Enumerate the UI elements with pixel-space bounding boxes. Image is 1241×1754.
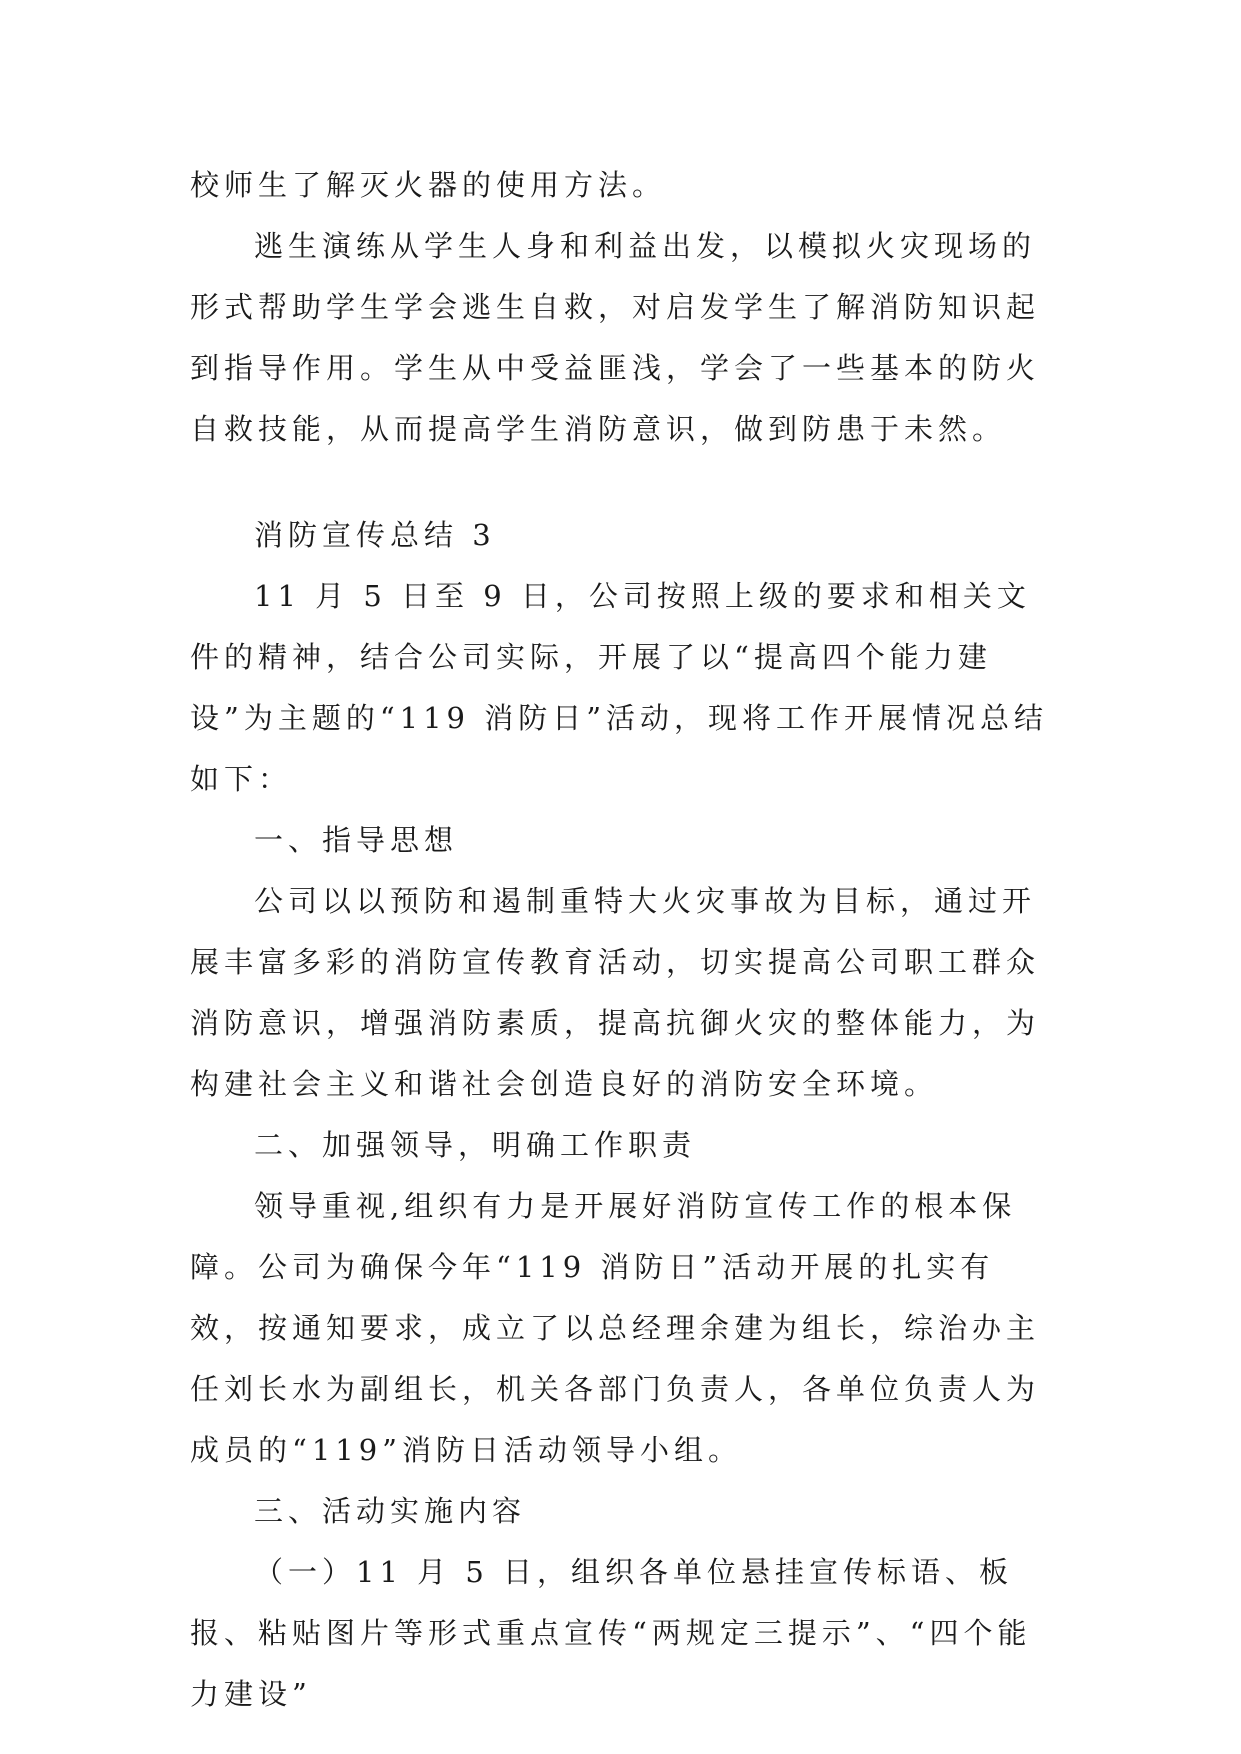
paragraph-activities: （一）11 月 5 日，组织各单位悬挂宣传标语、板报、粘贴图片等形式重点宣传“两规定三提示”、“四个能力建设” (190, 1555, 1032, 1711)
text-block-summary (190, 505, 1052, 1725)
paragraph-guiding-ideology: 公司以以预防和遏制重特大火灾事故为目标，通过开展丰富多彩的消防宣传教育活动，切实提高公司职工群众消防意识，增强消防素质，提高抗御火灾的整体能力，为构建社会主义和谐社会创造良好的消防安全环境。 (190, 884, 1041, 1101)
text-block-top (190, 155, 1052, 460)
paragraph-intro: 11 月 5 日至 9 日，公司按照上级的要求和相关文件的精神，结合公司实际，开展了以“提高四个能力建设”为主题的“119 消防日”活动，现将工作开展情况总结如下： (190, 579, 1049, 796)
heading-activities: 三、活动实施内容 (254, 1494, 527, 1528)
paragraph-escape-drill: 逃生演练从学生人身和利益出发，以模拟火灾现场的形式帮助学生学会逃生自救，对启发学生了解消防知识起到指导作用。学生从中受益匪浅，学会了一些基本的防火自救技能，从而提高学生消防意识，做到防患于未然。 (190, 229, 1041, 446)
heading-leadership: 二、加强领导，明确工作职责 (254, 1128, 697, 1162)
section-title: 消防宣传总结 3 (254, 518, 496, 552)
continuation-line: 校师生了解灭火器的使用方法。 (190, 168, 667, 202)
heading-guiding-ideology: 一、指导思想 (254, 823, 459, 857)
paragraph-leadership: 领导重视,组织有力是开展好消防宣传工作的根本保障。公司为确保今年“119 消防日”活动开展的扎实有效，按通知要求，成立了以总经理余建为组长，综治办主任刘长水为副组长，机关各部门负责人，各单位负责人为成员的“119”消防日活动领导小组。 (190, 1189, 1041, 1467)
